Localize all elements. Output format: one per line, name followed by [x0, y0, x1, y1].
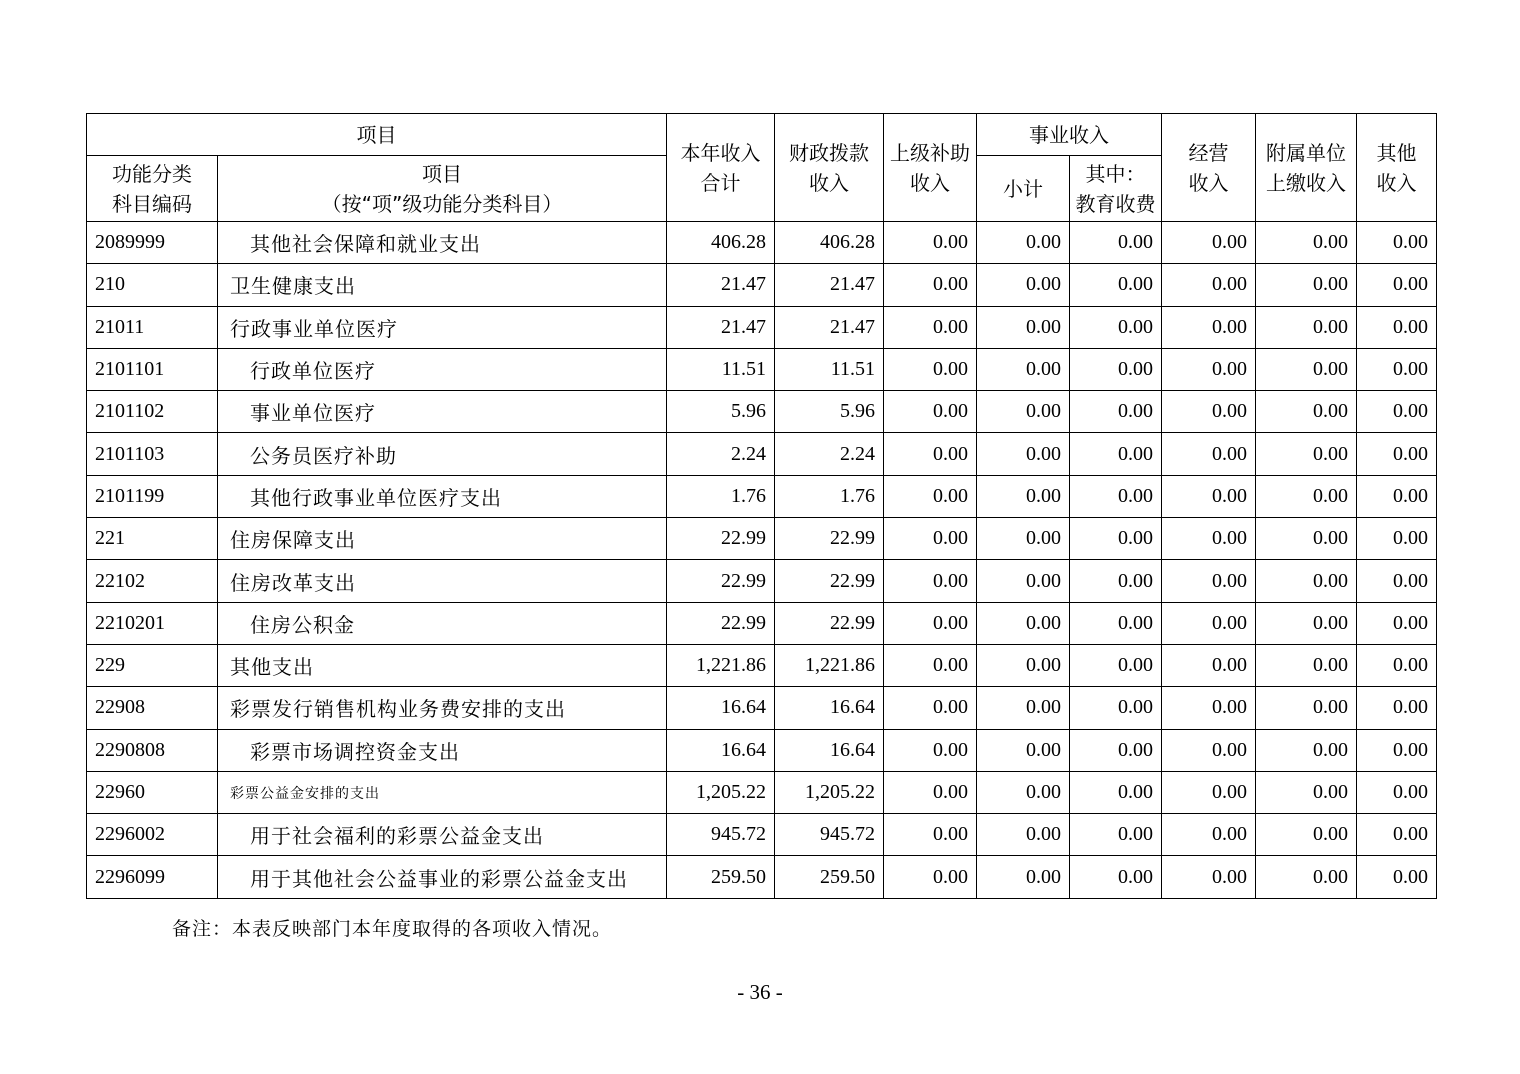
cell-total: 16.64 [667, 729, 775, 771]
cell-total: 22.99 [667, 602, 775, 644]
cell-fiscal: 5.96 [775, 391, 884, 433]
cell-total: 21.47 [667, 306, 775, 348]
cell-operating: 0.00 [1162, 433, 1256, 475]
cell-subtotal: 0.00 [977, 814, 1070, 856]
table-row [87, 814, 1437, 856]
cell-upper: 0.00 [884, 518, 977, 560]
table-row [87, 433, 1437, 475]
row-name: 行政事业单位医疗 [218, 306, 667, 348]
cell-other: 0.00 [1357, 264, 1437, 306]
row-name: 彩票市场调控资金支出 [218, 729, 667, 771]
row-code: 21011 [87, 306, 218, 348]
cell-fiscal: 2.24 [775, 433, 884, 475]
cell-other: 0.00 [1357, 687, 1437, 729]
cell-other: 0.00 [1357, 602, 1437, 644]
cell-fiscal: 22.99 [775, 602, 884, 644]
cell-upper: 0.00 [884, 306, 977, 348]
row-code: 2101103 [87, 433, 218, 475]
header-project: 项目 [87, 114, 667, 156]
cell-total: 2.24 [667, 433, 775, 475]
cell-affiliate: 0.00 [1256, 856, 1357, 898]
cell-edu: 0.00 [1070, 644, 1162, 686]
row-name: 住房改革支出 [218, 560, 667, 602]
row-name: 用于社会福利的彩票公益金支出 [218, 814, 667, 856]
cell-operating: 0.00 [1162, 729, 1256, 771]
cell-affiliate: 0.00 [1256, 644, 1357, 686]
header-fiscal: 财政拨款 收入 [775, 114, 884, 222]
table-row [87, 518, 1437, 560]
cell-other: 0.00 [1357, 814, 1437, 856]
cell-subtotal: 0.00 [977, 222, 1070, 264]
table-row [87, 264, 1437, 306]
cell-upper: 0.00 [884, 687, 977, 729]
cell-total: 945.72 [667, 814, 775, 856]
row-code: 229 [87, 644, 218, 686]
cell-edu: 0.00 [1070, 306, 1162, 348]
row-name: 彩票公益金安排的支出 [218, 771, 667, 813]
row-name: 其他行政事业单位医疗支出 [218, 475, 667, 517]
cell-edu: 0.00 [1070, 222, 1162, 264]
cell-affiliate: 0.00 [1256, 729, 1357, 771]
table-row [87, 560, 1437, 602]
cell-subtotal: 0.00 [977, 856, 1070, 898]
cell-subtotal: 0.00 [977, 348, 1070, 390]
cell-edu: 0.00 [1070, 475, 1162, 517]
cell-fiscal: 11.51 [775, 348, 884, 390]
cell-fiscal: 1,221.86 [775, 644, 884, 686]
cell-edu: 0.00 [1070, 814, 1162, 856]
table-row [87, 306, 1437, 348]
cell-operating: 0.00 [1162, 391, 1256, 433]
page-number: - 36 - [737, 980, 783, 1004]
cell-edu: 0.00 [1070, 560, 1162, 602]
cell-total: 1,221.86 [667, 644, 775, 686]
header-other: 其他 收入 [1357, 114, 1437, 222]
header-upper-subsidy: 上级补助 收入 [884, 114, 977, 222]
cell-other: 0.00 [1357, 518, 1437, 560]
cell-affiliate: 0.00 [1256, 348, 1357, 390]
cell-affiliate: 0.00 [1256, 222, 1357, 264]
header-business: 事业收入 [977, 114, 1162, 156]
header-edu-fee: 其中： 教育收费 [1070, 156, 1162, 222]
cell-operating: 0.00 [1162, 602, 1256, 644]
cell-fiscal: 945.72 [775, 814, 884, 856]
header-affiliate: 附属单位 上缴收入 [1256, 114, 1357, 222]
table-row [87, 687, 1437, 729]
table-row [87, 644, 1437, 686]
cell-edu: 0.00 [1070, 856, 1162, 898]
income-table [86, 113, 1437, 899]
cell-fiscal: 21.47 [775, 264, 884, 306]
cell-upper: 0.00 [884, 771, 977, 813]
cell-affiliate: 0.00 [1256, 306, 1357, 348]
cell-total: 22.99 [667, 560, 775, 602]
cell-operating: 0.00 [1162, 222, 1256, 264]
cell-subtotal: 0.00 [977, 475, 1070, 517]
cell-total: 11.51 [667, 348, 775, 390]
cell-affiliate: 0.00 [1256, 433, 1357, 475]
cell-upper: 0.00 [884, 814, 977, 856]
cell-other: 0.00 [1357, 729, 1437, 771]
cell-subtotal: 0.00 [977, 644, 1070, 686]
cell-subtotal: 0.00 [977, 264, 1070, 306]
cell-affiliate: 0.00 [1256, 518, 1357, 560]
cell-subtotal: 0.00 [977, 687, 1070, 729]
row-code: 2089999 [87, 222, 218, 264]
row-name: 行政单位医疗 [218, 348, 667, 390]
cell-other: 0.00 [1357, 560, 1437, 602]
cell-upper: 0.00 [884, 433, 977, 475]
cell-subtotal: 0.00 [977, 433, 1070, 475]
row-name: 卫生健康支出 [218, 264, 667, 306]
row-code: 22960 [87, 771, 218, 813]
cell-subtotal: 0.00 [977, 771, 1070, 813]
cell-edu: 0.00 [1070, 348, 1162, 390]
row-code: 22908 [87, 687, 218, 729]
cell-upper: 0.00 [884, 729, 977, 771]
cell-fiscal: 1,205.22 [775, 771, 884, 813]
row-code: 2210201 [87, 602, 218, 644]
cell-other: 0.00 [1357, 348, 1437, 390]
cell-affiliate: 0.00 [1256, 602, 1357, 644]
row-name: 公务员医疗补助 [218, 433, 667, 475]
header-name: 项目 （按“项”级功能分类科目） [218, 156, 667, 222]
row-code: 2296002 [87, 814, 218, 856]
cell-operating: 0.00 [1162, 687, 1256, 729]
header-subtotal: 小计 [977, 156, 1070, 222]
cell-fiscal: 16.64 [775, 729, 884, 771]
cell-total: 259.50 [667, 856, 775, 898]
cell-upper: 0.00 [884, 348, 977, 390]
table-row [87, 348, 1437, 390]
cell-operating: 0.00 [1162, 306, 1256, 348]
table-row [87, 475, 1437, 517]
cell-fiscal: 22.99 [775, 518, 884, 560]
header-operating: 经营 收入 [1162, 114, 1256, 222]
cell-edu: 0.00 [1070, 687, 1162, 729]
cell-fiscal: 259.50 [775, 856, 884, 898]
row-code: 2290808 [87, 729, 218, 771]
cell-fiscal: 16.64 [775, 687, 884, 729]
cell-other: 0.00 [1357, 222, 1437, 264]
cell-affiliate: 0.00 [1256, 475, 1357, 517]
cell-affiliate: 0.00 [1256, 814, 1357, 856]
row-code: 2101102 [87, 391, 218, 433]
cell-operating: 0.00 [1162, 814, 1256, 856]
cell-upper: 0.00 [884, 644, 977, 686]
cell-affiliate: 0.00 [1256, 560, 1357, 602]
cell-operating: 0.00 [1162, 518, 1256, 560]
cell-other: 0.00 [1357, 475, 1437, 517]
cell-total: 1.76 [667, 475, 775, 517]
cell-upper: 0.00 [884, 602, 977, 644]
cell-edu: 0.00 [1070, 391, 1162, 433]
header-total: 本年收入 合计 [667, 114, 775, 222]
cell-subtotal: 0.00 [977, 306, 1070, 348]
cell-other: 0.00 [1357, 644, 1437, 686]
cell-edu: 0.00 [1070, 771, 1162, 813]
table-row [87, 391, 1437, 433]
cell-upper: 0.00 [884, 856, 977, 898]
row-name: 其他支出 [218, 644, 667, 686]
row-name: 住房公积金 [218, 602, 667, 644]
cell-operating: 0.00 [1162, 475, 1256, 517]
table-note: 备注：本表反映部门本年度取得的各项收入情况。 [172, 918, 613, 940]
cell-operating: 0.00 [1162, 560, 1256, 602]
cell-fiscal: 22.99 [775, 560, 884, 602]
cell-edu: 0.00 [1070, 729, 1162, 771]
row-code: 2101101 [87, 348, 218, 390]
cell-other: 0.00 [1357, 391, 1437, 433]
cell-total: 406.28 [667, 222, 775, 264]
cell-subtotal: 0.00 [977, 518, 1070, 560]
cell-affiliate: 0.00 [1256, 687, 1357, 729]
cell-operating: 0.00 [1162, 644, 1256, 686]
cell-fiscal: 21.47 [775, 306, 884, 348]
table-row [87, 729, 1437, 771]
cell-fiscal: 406.28 [775, 222, 884, 264]
cell-upper: 0.00 [884, 264, 977, 306]
cell-edu: 0.00 [1070, 602, 1162, 644]
cell-total: 5.96 [667, 391, 775, 433]
row-code: 22102 [87, 560, 218, 602]
cell-subtotal: 0.00 [977, 729, 1070, 771]
cell-other: 0.00 [1357, 771, 1437, 813]
cell-other: 0.00 [1357, 306, 1437, 348]
cell-edu: 0.00 [1070, 518, 1162, 560]
table-row [87, 222, 1437, 264]
cell-total: 16.64 [667, 687, 775, 729]
cell-upper: 0.00 [884, 560, 977, 602]
row-code: 210 [87, 264, 218, 306]
cell-subtotal: 0.00 [977, 602, 1070, 644]
cell-affiliate: 0.00 [1256, 391, 1357, 433]
cell-operating: 0.00 [1162, 264, 1256, 306]
cell-edu: 0.00 [1070, 264, 1162, 306]
cell-subtotal: 0.00 [977, 391, 1070, 433]
table-row [87, 602, 1437, 644]
row-name: 用于其他社会公益事业的彩票公益金支出 [218, 856, 667, 898]
header-code: 功能分类 科目编码 [87, 156, 218, 222]
cell-operating: 0.00 [1162, 771, 1256, 813]
table-row [87, 771, 1437, 813]
cell-upper: 0.00 [884, 222, 977, 264]
row-name: 其他社会保障和就业支出 [218, 222, 667, 264]
row-name: 住房保障支出 [218, 518, 667, 560]
row-name: 彩票发行销售机构业务费安排的支出 [218, 687, 667, 729]
cell-operating: 0.00 [1162, 856, 1256, 898]
cell-affiliate: 0.00 [1256, 264, 1357, 306]
cell-total: 21.47 [667, 264, 775, 306]
cell-other: 0.00 [1357, 433, 1437, 475]
cell-other: 0.00 [1357, 856, 1437, 898]
cell-subtotal: 0.00 [977, 560, 1070, 602]
table-body [87, 222, 1437, 899]
cell-operating: 0.00 [1162, 348, 1256, 390]
row-code: 221 [87, 518, 218, 560]
row-code: 2296099 [87, 856, 218, 898]
cell-total: 1,205.22 [667, 771, 775, 813]
cell-fiscal: 1.76 [775, 475, 884, 517]
cell-affiliate: 0.00 [1256, 771, 1357, 813]
cell-upper: 0.00 [884, 475, 977, 517]
row-code: 2101199 [87, 475, 218, 517]
cell-upper: 0.00 [884, 391, 977, 433]
cell-edu: 0.00 [1070, 433, 1162, 475]
cell-total: 22.99 [667, 518, 775, 560]
table-row [87, 856, 1437, 898]
row-name: 事业单位医疗 [218, 391, 667, 433]
